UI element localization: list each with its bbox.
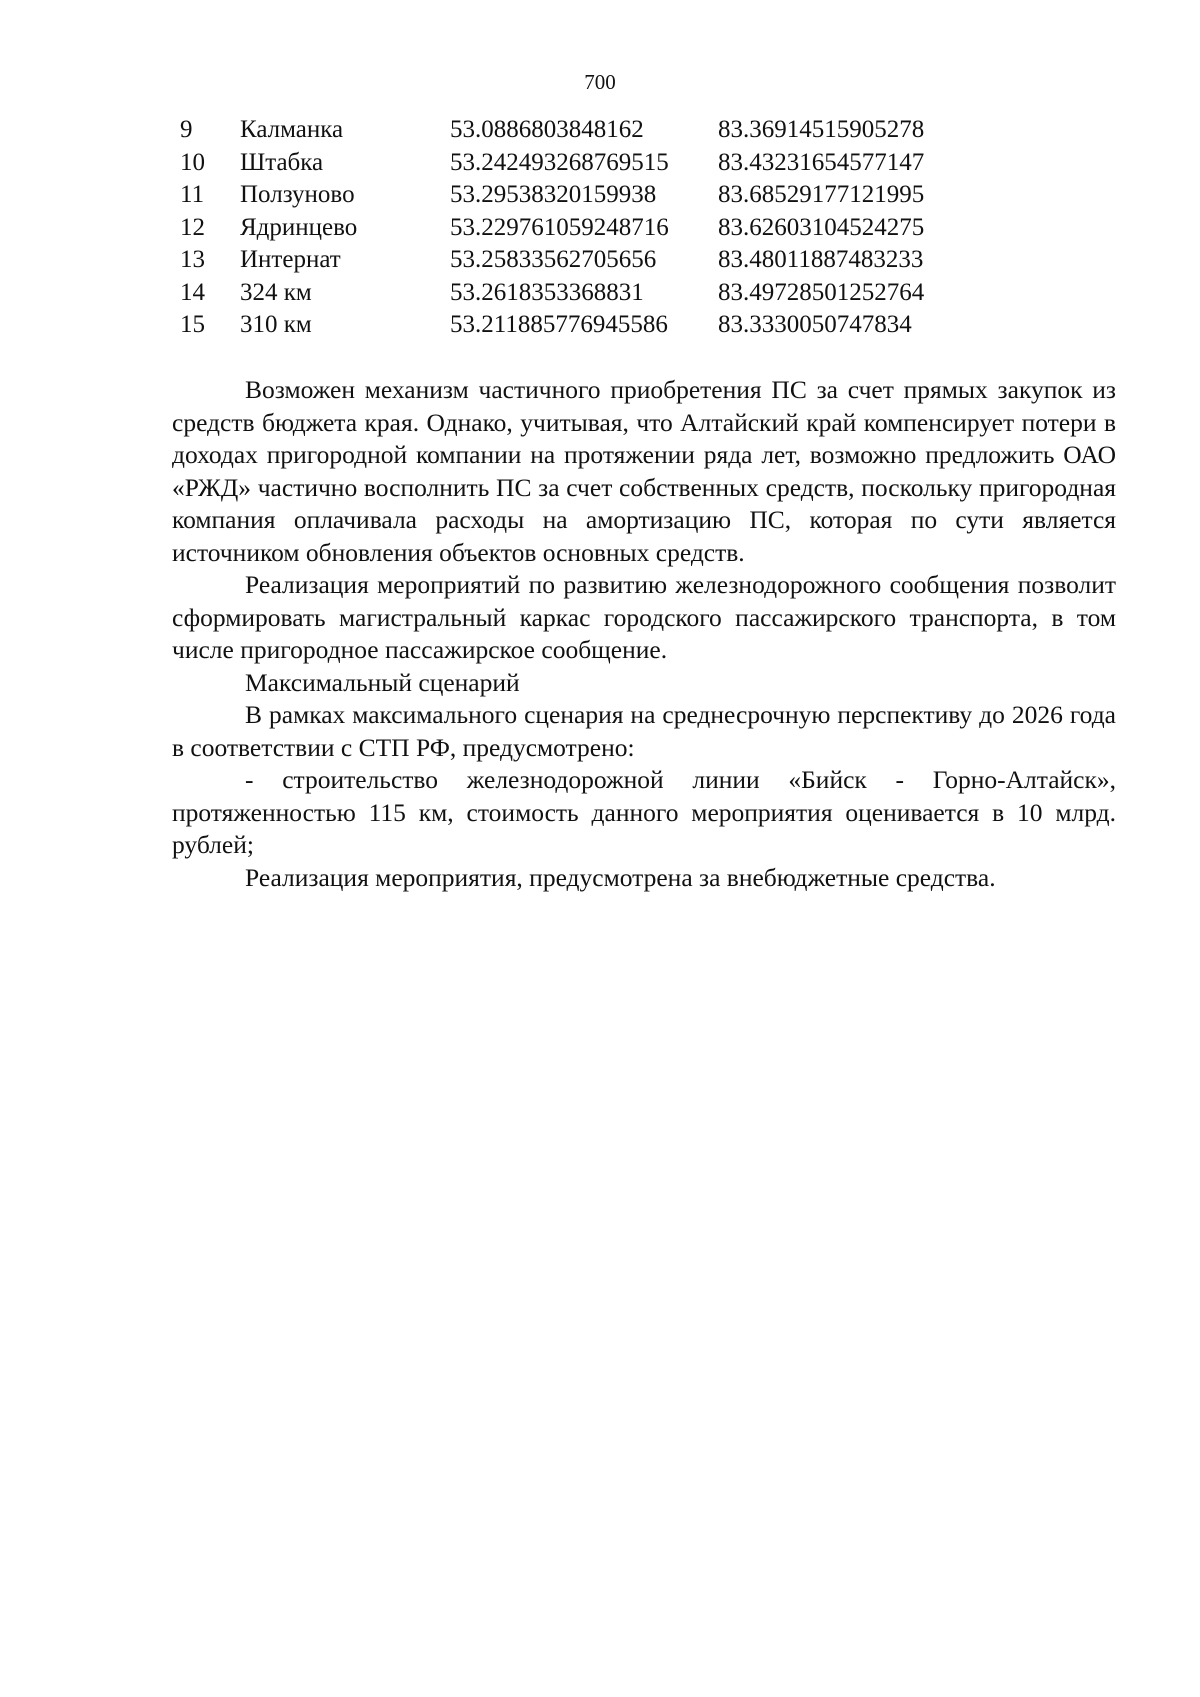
stations-table [180,114,978,342]
station-number: 11 [180,181,205,208]
paragraph-funding: Реализация мероприятия, предусмотрена за внебюджетные средства. [245,862,996,892]
station-latitude: 53.25833562705656 [450,246,657,273]
station-longitude: 83.49728501252764 [718,278,925,306]
station-number: 10 [180,148,205,176]
paragraph-rolling-stock: Возможен механизм частичного приобретения ПС за счет прямых закупок из средств бюджета края. Однако, учитывая, что Алтайский край компенсирует потери в доходах пригородной компании на протяжении ряда лет, возможно предложить ОАО «РЖД» частично восполнить ПС за счет собственных средств, поскольку пригородная компания оплачивала расходы на амортизацию ПС, которая по сути является источником обновления объектов основных средств. [172,375,1116,567]
station-latitude: 53.211885776945586 [450,311,668,338]
station-number: 15 [180,311,205,338]
station-latitude: 53.2618353368831 [450,278,644,306]
station-number: 12 [180,213,205,241]
station-number: 9 [180,116,193,143]
table-row [180,309,978,342]
station-latitude: 53.0886803848162 [450,116,644,143]
station-longitude: 83.48011887483233 [718,246,924,273]
table-row [180,244,978,277]
table-row [180,147,978,180]
body-text [172,374,1116,894]
station-name: Интернат [240,246,341,273]
station-name: Ползуново [240,181,355,208]
paragraph-max-scenario-intro: В рамках максимального сценария на среднесрочную перспективу до 2026 года в соответствии с СТП РФ, предусмотрено: [172,700,1116,762]
station-name: Штабка [240,148,324,176]
station-longitude: 83.3330050747834 [718,311,912,338]
station-name: 324 км [240,278,312,306]
paragraph-railway-development: Реализация мероприятий по развитию железнодорожного сообщения позволит сформировать магистральный каркас городского пассажирского транспорта, в том числе пригородное пассажирское сообщение. [172,570,1116,664]
station-longitude: 83.36914515905278 [718,116,925,143]
paragraph-biysk-line: - строительство железнодорожной линии «Бийск - Горно-Алтайск», протяженностью 115 км, стоимость данного мероприятия оценивается в 10 млрд. рублей; [172,765,1116,859]
table-row [180,212,978,245]
station-longitude: 83.43231654577147 [718,148,925,176]
page-number: 700 [584,70,616,94]
table-row [180,114,978,147]
station-latitude: 53.29538320159938 [450,181,657,208]
station-number: 13 [180,246,205,273]
station-number: 14 [180,278,205,306]
station-name: 310 км [240,311,312,338]
station-latitude: 53.229761059248716 [450,213,669,241]
station-longitude: 83.68529177121995 [718,181,925,208]
table-row [180,179,978,212]
station-longitude: 83.62603104524275 [718,213,925,241]
station-latitude: 53.242493268769515 [450,148,669,176]
station-name: Калманка [240,116,344,143]
table-row [180,277,978,310]
section-heading-max-scenario: Максимальный сценарий [245,667,520,697]
station-name: Ядринцево [240,213,358,241]
